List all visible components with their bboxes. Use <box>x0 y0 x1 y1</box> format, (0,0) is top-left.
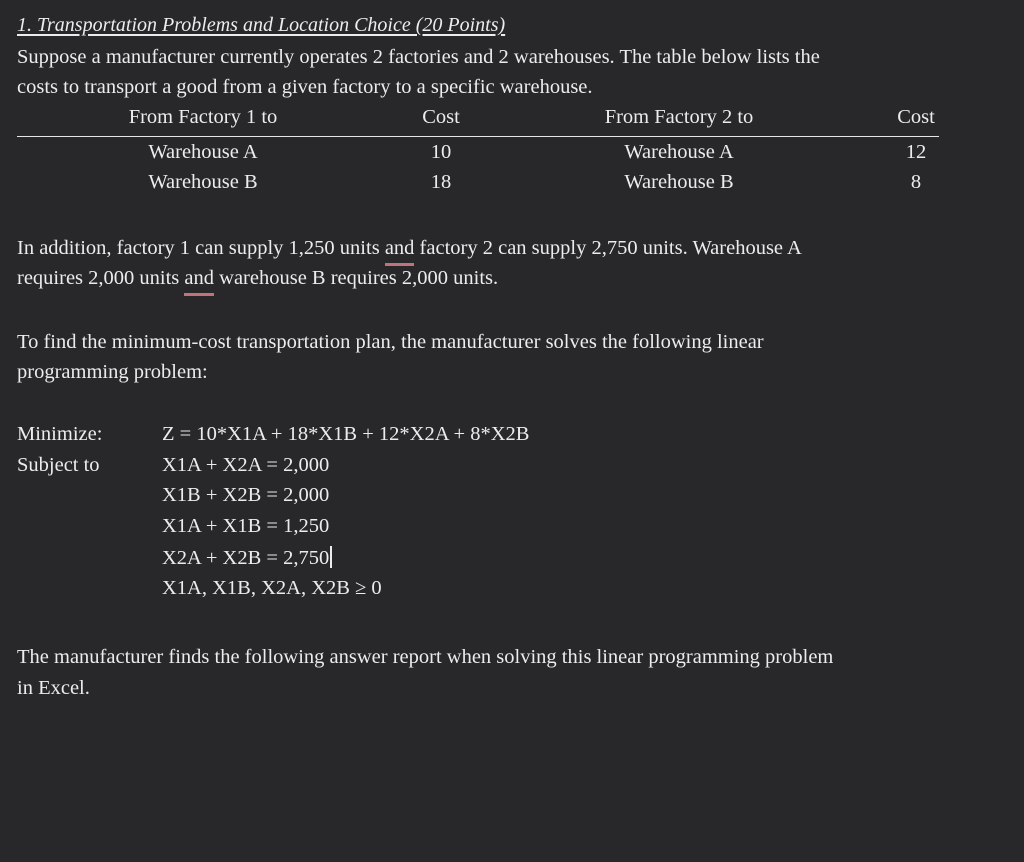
text-cursor <box>330 546 332 568</box>
constraint-demand-a: X1A + X2A = 2,000 <box>162 454 330 476</box>
section-heading: 1. Transportation Problems and Location Choice (20 Points) <box>17 14 506 36</box>
demand-text: requires 2,000 units <box>17 267 185 289</box>
table-cell: 18 <box>430 171 452 193</box>
constraint-supply-2: X2A + X2B = 2,750 <box>162 547 330 569</box>
closing-line-2: in Excel. <box>17 677 90 699</box>
supply-line-1 <box>17 233 802 263</box>
table-header-cost2: Cost <box>897 106 935 128</box>
table-header-factory1: From Factory 1 to <box>128 106 278 128</box>
table-cell: 10 <box>430 141 452 163</box>
lp-intro-line-1: To find the minimum-cost transportation plan, the manufacturer solves the following linear <box>17 331 764 353</box>
table-header-rule <box>17 136 939 137</box>
table-cell: Warehouse A <box>624 141 734 163</box>
constraint-nonnegativity: X1A, X1B, X2A, X2B ≥ 0 <box>162 577 382 599</box>
demand-text: warehouse B requires 2,000 units. <box>214 267 499 289</box>
objective-function: Z = 10*X1A + 18*X1B + 12*X2A + 8*X2B <box>162 423 530 445</box>
table-cell: 12 <box>905 141 927 163</box>
constraint-supply-1: X1A + X1B = 1,250 <box>162 515 330 537</box>
lp-intro-line-2: programming problem: <box>17 361 208 383</box>
supply-text: factory 2 can supply 2,750 units. Warehouse A <box>414 237 802 259</box>
intro-line-1: Suppose a manufacturer currently operates 2 factories and 2 warehouses. The table below lists the <box>17 46 820 68</box>
table-cell: Warehouse B <box>624 171 734 193</box>
supply-line-2 <box>17 263 498 293</box>
table-cell: Warehouse A <box>148 141 258 163</box>
table-cell: Warehouse B <box>148 171 258 193</box>
constraint-supply-2-line[interactable] <box>162 546 332 570</box>
intro-line-2: costs to transport a good from a given factory to a specific warehouse. <box>17 76 593 98</box>
table-header-factory2: From Factory 2 to <box>604 106 754 128</box>
minimize-label: Minimize: <box>17 423 103 445</box>
table-cell: 8 <box>910 171 922 193</box>
spellcheck-flagged-word[interactable]: and <box>385 233 415 263</box>
closing-line-1: The manufacturer finds the following answer report when solving this linear programming problem <box>17 646 834 668</box>
supply-text: In addition, factory 1 can supply 1,250 units <box>17 237 385 259</box>
subject-to-label: Subject to <box>17 454 100 476</box>
table-header-cost1: Cost <box>422 106 460 128</box>
constraint-demand-b: X1B + X2B = 2,000 <box>162 484 330 506</box>
spellcheck-flagged-word[interactable]: and <box>184 263 214 293</box>
